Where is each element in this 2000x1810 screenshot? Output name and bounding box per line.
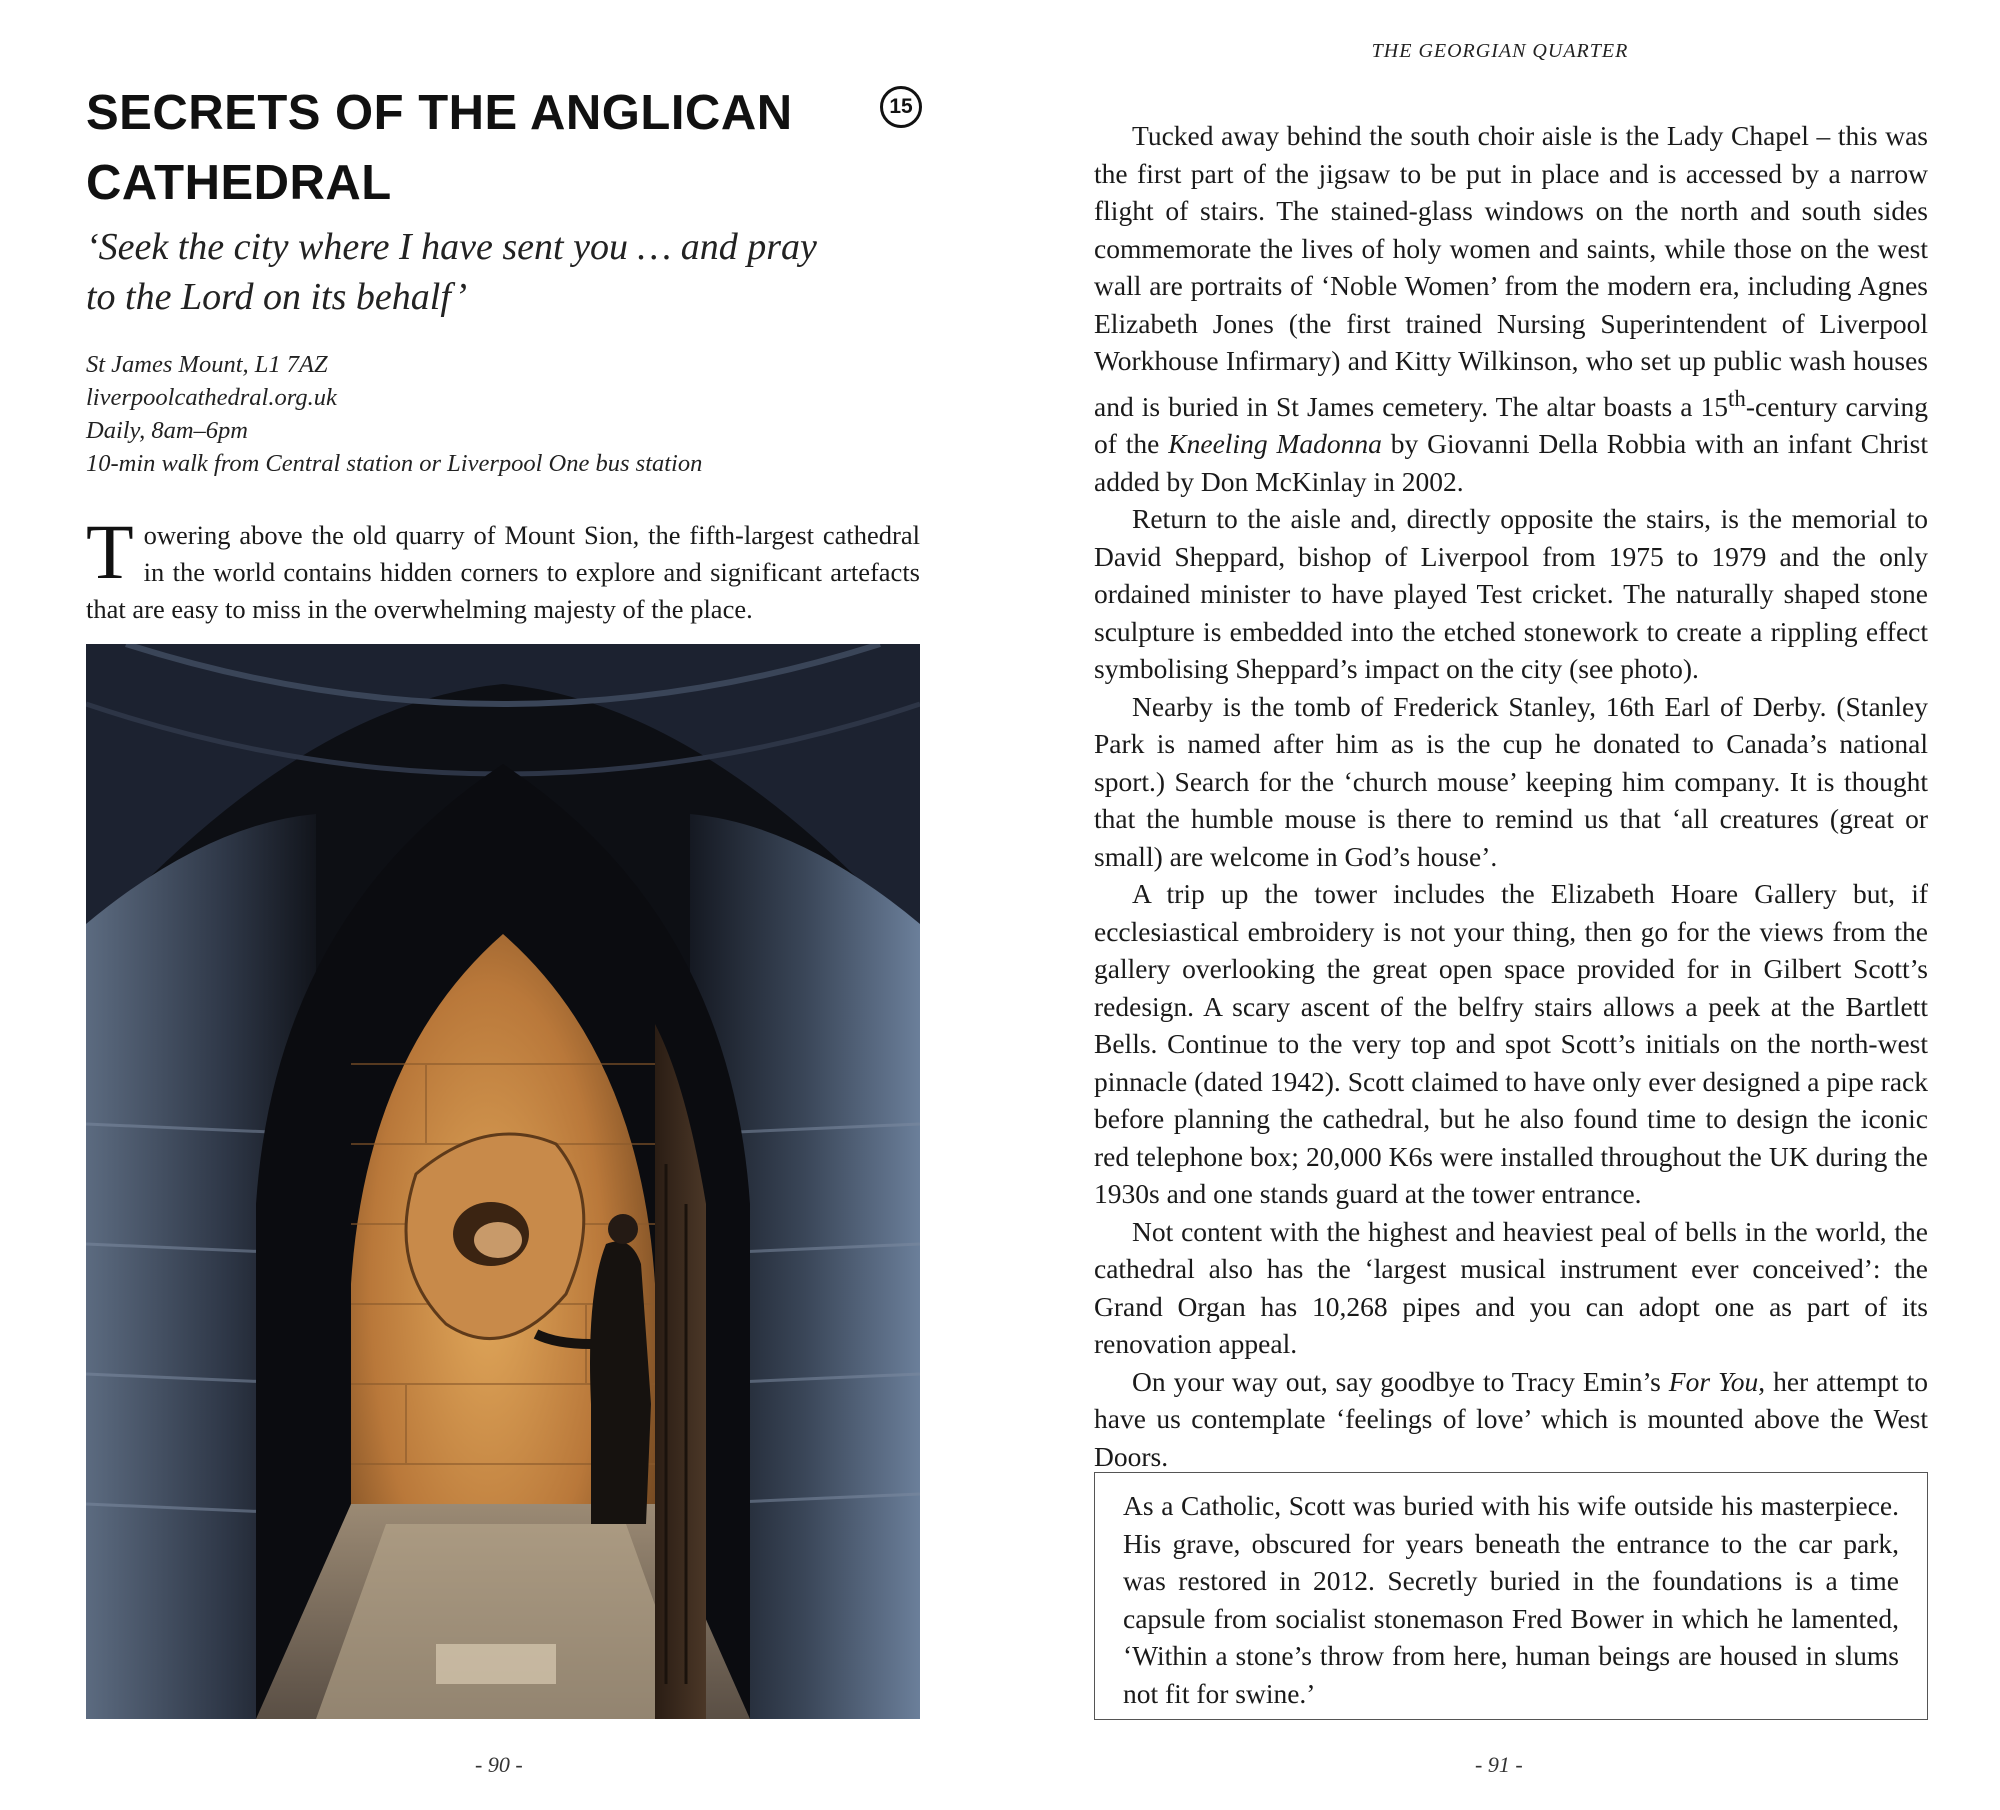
title-line-1: SECRETS OF THE ANGLICAN <box>86 86 793 140</box>
p6-text-b: , her attempt to have us contemplate ‘feelings of love’ which is mounted above the West Doors. <box>1094 1365 1928 1472</box>
p1-superscript: th <box>1728 385 1746 411</box>
website: liverpoolcathedral.org.uk <box>86 384 337 411</box>
cathedral-doorway-photo <box>86 644 920 1719</box>
paragraph-emin <box>1094 1363 1928 1476</box>
visitor-info <box>86 348 916 480</box>
sidebar-box <box>1094 1472 1928 1720</box>
quote-line-1: ‘Seek the city where I have sent you … and pray <box>86 226 817 268</box>
article-body <box>1094 117 1928 1475</box>
sidebar-box-text: As a Catholic, Scott was buried with his wife outside his masterpiece. His grave, obscured for years beneath the entrance to the car park, was restored in 2012. Secretly buried in the foundations is a time capsule from socialist stonemason Fred Bower in which he lamented, ‘Within a stone’s throw from here, human beings are housed in slums not fit for swine.’ <box>1123 1490 1899 1709</box>
paragraph-stanley: Nearby is the tomb of Frederick Stanley, 16th Earl of Derby. (Stanley Park is named after him as is the cup he donated to Canada’s national sport.) Search for the ‘church mouse’ keeping him company. It is thought that the humble mouse is there to remind us that ‘all creatures (great or small) are welcome in God’s house’. <box>1094 690 1928 872</box>
title-line-2: CATHEDRAL <box>86 156 392 210</box>
p6-italic-title: For You <box>1668 1365 1759 1397</box>
p1-text-b: -century carving of the <box>1094 390 1929 460</box>
page-number-right: - 91 - <box>1475 1752 1523 1777</box>
paragraph-organ: Not content with the highest and heaviest peal of bells in the world, the cathedral also has the ‘largest musical instrument ever conceived’: the Grand Organ has 10,268 pipes and you can adopt one as part of its renovation appeal. <box>1094 1215 1928 1360</box>
p1-text-a: Tucked away behind the south choir aisle is the Lady Chapel – this was the first part of the jigsaw to be put in place and is accessed by a narrow flight of stairs. The stained-glass windows on the north and south sides commemorate the lives of holy women and saints, while those on the west wall are portraits of ‘Noble Women’ from the modern era, including Agnes Elizabeth Jones (the first trained Nursing Superintendent of Liverpool Workhouse Infirmary) and Kitty Wilkinson, who set up public wash houses and is buried in St James cemetery. The altar boasts a 15 <box>1094 120 1928 422</box>
quote-line-2: to the Lord on its behalf’ <box>86 276 468 318</box>
intro-paragraph <box>86 508 920 628</box>
paragraph-lady-chapel <box>1094 117 1928 500</box>
page-number-left: - 90 - <box>475 1752 523 1777</box>
right-page <box>1000 0 2000 1810</box>
epigraph-quote <box>86 222 886 322</box>
p1-text-c: by Giovanni Della Robbia with an infant Christ added by Don McKinlay in 2002. <box>1094 428 1928 497</box>
p1-italic-title: Kneeling Madonna <box>1168 428 1382 460</box>
article-title <box>86 78 886 218</box>
entry-number-badge: 15 <box>880 86 922 128</box>
paragraph-sheppard: Return to the aisle and, directly opposite the stairs, is the memorial to David Sheppard, bishop of Liverpool from 1975 to 1979 and the only ordained minister to have played Test cricket. The naturally shaped stone sculpture is embedded into the etched stonework to create a rippling effect symbolising Sheppard’s impact on the city (see photo). <box>1094 503 1928 685</box>
drop-cap: T <box>86 508 134 595</box>
p6-text-a: On your way out, say goodbye to Tracy Emin’s <box>1132 1365 1669 1397</box>
address: St James Mount, L1 7AZ <box>86 351 328 378</box>
paragraph-tower: A trip up the tower includes the Elizabeth Hoare Gallery but, if ecclesiastical embroidery is not your thing, then go for the views from the gallery overlooking the great open space provided for in Gilbert Scott’s redesign. A scary ascent of the belfry stairs allows a peek at the Bartlett Bells. Continue to the very top and spot Scott’s initials on the north-west pinnacle (dated 1942). Scott claimed to have only ever designed a pipe rack before planning the cathedral, but he also found time to design the iconic red telephone box; 20,000 K6s were installed throughout the UK during the 1930s and one stands guard at the tower entrance. <box>1094 878 1928 1210</box>
opening-hours: Daily, 8am–6pm <box>86 417 248 444</box>
running-head: THE GEORGIAN QUARTER <box>1371 40 1629 62</box>
intro-text: owering above the old quarry of Mount Sion, the fifth-largest cathedral in the world contains hidden corners to explore and significant artefacts that are easy to miss in the overwhelming majesty of the place. <box>86 520 920 624</box>
directions: 10-min walk from Central station or Liverpool One bus station <box>86 450 703 477</box>
